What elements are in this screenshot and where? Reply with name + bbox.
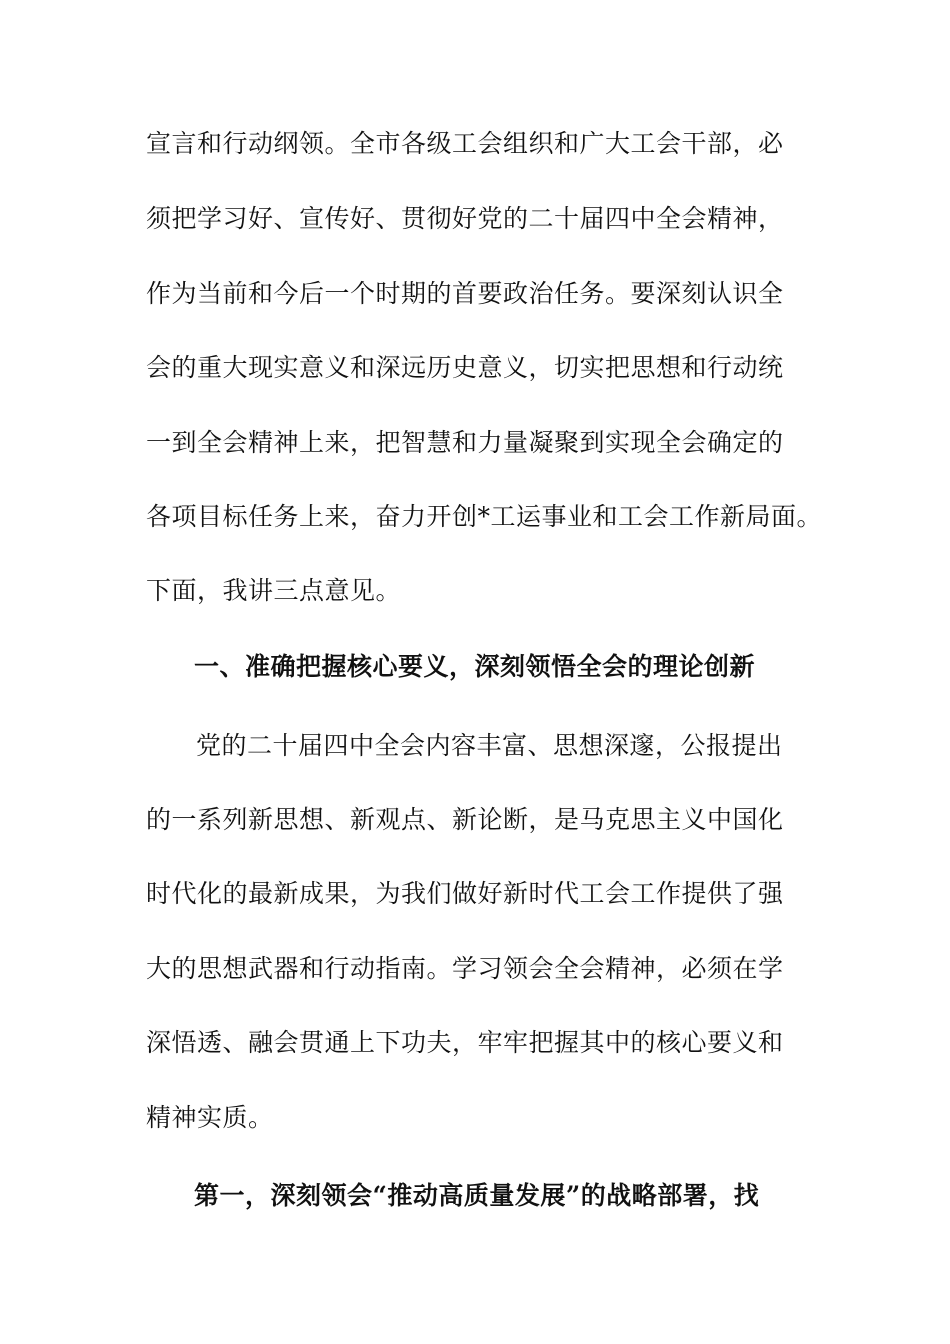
intro-line-5: 一到全会精神上来，把智慧和力量凝聚到实现全会确定的: [146, 428, 784, 457]
intro-line-3: 作为当前和今后一个时期的首要政治任务。要深刻认识全: [146, 279, 784, 308]
intro-line-1: 宣言和行动纲领。全市各级工会组织和广大工会干部，必: [146, 129, 784, 158]
para1-line-6: 精神实质。: [146, 1103, 274, 1132]
intro-line-4: 会的重大现实意义和深远历史意义，切实把思想和行动统: [146, 353, 784, 382]
para1-line-4: 大的思想武器和行动指南。学习领会全会精神，必须在学: [146, 954, 784, 983]
section-heading-1: 一、准确把握核心要义，深刻领悟全会的理论创新: [194, 652, 756, 681]
intro-line-7: 下面，我讲三点意见。: [146, 576, 402, 605]
para1-line-5: 深悟透、融会贯通上下功夫，牢牢把握其中的核心要义和: [146, 1028, 784, 1057]
para1-line-1: 党的二十届四中全会内容丰富、思想深邃，公报提出: [196, 731, 783, 760]
para1-line-2: 的一系列新思想、新观点、新论断，是马克思主义中国化: [146, 805, 784, 834]
subheading-1: 第一，深刻领会“推动高质量发展”的战略部署，找: [194, 1181, 760, 1210]
para1-line-3: 时代化的最新成果，为我们做好新时代工会工作提供了强: [146, 879, 784, 908]
intro-line-2: 须把学习好、宣传好、贯彻好党的二十届四中全会精神，: [146, 204, 784, 233]
intro-line-6: 各项目标任务上来，奋力开创*工运事业和工会工作新局面。: [146, 502, 823, 531]
